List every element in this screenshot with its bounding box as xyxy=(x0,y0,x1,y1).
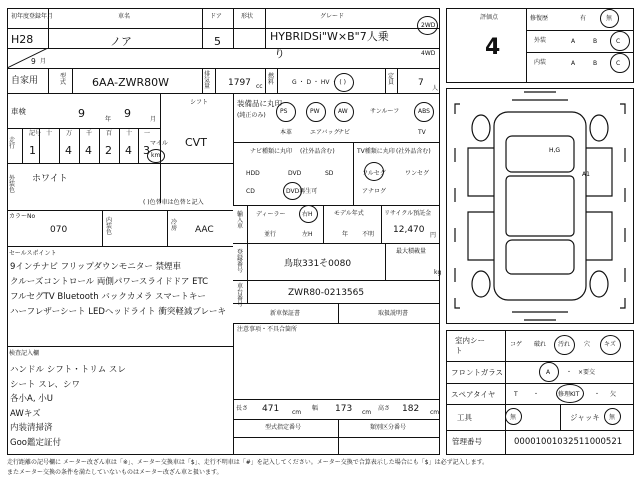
grade-label: グレード xyxy=(320,13,345,20)
repair-label: 修復歴 xyxy=(530,15,549,22)
shift-value: CVT xyxy=(185,136,207,149)
capacity: 7 xyxy=(418,78,424,88)
equipment-code: AW xyxy=(338,108,348,115)
score-value: 4 xyxy=(485,35,501,60)
recycle-value: 12,470 xyxy=(393,225,425,235)
fuel-hv-circle xyxy=(334,73,354,92)
type-code: 6AA-ZWR80W xyxy=(92,76,170,89)
exterior-note: ( )色替車は色替と記入 xyxy=(143,199,204,206)
navi-cd: CD xyxy=(246,188,255,195)
equipment-note: (純正のみ) xyxy=(237,112,266,119)
management-number: 00001001032511000521 xyxy=(514,437,623,447)
seat-option: キズ xyxy=(604,341,616,348)
mileage-digit: 4 xyxy=(125,144,132,157)
grade-line-1: HYBRIDSi"W×B"7人乗 xyxy=(270,30,389,43)
notes-label: 注意事項・不具合箇所 xyxy=(237,326,298,333)
model-year-unknown: 不明 xyxy=(362,231,375,238)
sales-point-line: クルーズコントロール 両側パワースライドドア ETC xyxy=(10,277,209,287)
seat-option: コゲ xyxy=(510,341,523,348)
inspector-note-line: 内装清掃済 xyxy=(10,423,53,433)
shift-label: シフト xyxy=(190,99,209,106)
tools-value: 無 xyxy=(510,414,517,421)
front-glass-dot: ・ xyxy=(566,369,573,376)
interior-seat-label: 室内シート xyxy=(455,336,485,355)
type-label: 型式 xyxy=(60,73,67,86)
mileage-digit-label: 十 xyxy=(126,130,133,137)
inspector-note-line: ハンドル シフト・トリム スレ xyxy=(10,365,126,375)
import-parallel: 並行 xyxy=(264,231,277,238)
diagram-mark-a1: A1 xyxy=(582,171,590,178)
tv-title: TV種類に丸印 xyxy=(357,148,395,155)
car-name: ノア xyxy=(110,35,132,48)
mileage-symbol: 1 xyxy=(29,144,36,157)
mileage-digit: 3 xyxy=(143,144,150,157)
door-count: 5 xyxy=(214,35,221,48)
inspector-note-line: Goo鑑定証付 xyxy=(10,437,61,448)
capacity-label: 定員 xyxy=(388,73,395,86)
spare-tire-t: T xyxy=(514,391,518,398)
shape-label: 形状 xyxy=(241,13,254,20)
equipment-code: PS xyxy=(280,108,288,115)
spare-tire-dot2: ・ xyxy=(594,391,601,398)
inspection-year: 9 xyxy=(78,107,85,120)
jack-none-circle xyxy=(604,408,621,425)
tools-label: 工具 xyxy=(457,413,472,422)
jack-value: 無 xyxy=(609,414,616,421)
navi-hdd: HDD xyxy=(246,170,260,177)
tv-oneseg: ワンセグ xyxy=(405,170,430,177)
registration-value: 鳥取331そ0080 xyxy=(284,259,352,269)
tv-fullseg: フルセグ xyxy=(362,170,386,177)
import-label: 輸入車 xyxy=(237,211,244,230)
displacement-label: 排気量 xyxy=(204,71,211,90)
mileage-unit-km: km xyxy=(151,152,161,159)
exterior-color: ホワイト xyxy=(32,174,68,184)
capacity-unit: 人 xyxy=(432,85,439,92)
door-label: ドア xyxy=(210,13,222,20)
front-glass-replace: ×要交 xyxy=(578,369,596,376)
inspection-label: 車検 xyxy=(11,107,26,116)
seat-option: 汚れ xyxy=(558,341,571,348)
repair-none-circle xyxy=(600,9,619,28)
color-no-label: カラーNo xyxy=(9,213,36,220)
equipment-label: ナビ xyxy=(338,129,351,136)
mileage-digit: 4 xyxy=(85,144,92,157)
recycle-label: リサイクル預託金 xyxy=(384,210,432,217)
model-year-label: モデル年式 xyxy=(334,210,364,217)
mileage-unit-mile: マイル xyxy=(150,140,168,147)
fuel-options: G ・ D ・ HV ・ ( ) xyxy=(292,79,346,86)
chassis-value: ZWR80-0213565 xyxy=(288,288,365,298)
sales-points-label: セールスポイント xyxy=(9,250,57,257)
exterior-grade-c: C xyxy=(616,38,621,45)
interior-grade-label: 内装 xyxy=(534,59,547,66)
drive-2wd: 2WD xyxy=(421,22,436,29)
car-name-label: 車名 xyxy=(118,13,131,20)
exterior-grade-a: A xyxy=(571,38,576,45)
inspection-month: 9 xyxy=(124,107,131,120)
equipment-title: 装備品に丸印 xyxy=(237,99,282,108)
navi-sd: SD xyxy=(325,170,334,177)
reg-month-unit: 月 xyxy=(40,58,47,65)
spare-tire-dot1: ・ xyxy=(533,391,540,398)
grade-line-2: り xyxy=(274,47,285,60)
drive-4wd: 4WD xyxy=(421,50,436,57)
repair-yes: 有 xyxy=(580,15,587,22)
mileage-cell-divider xyxy=(79,128,80,163)
max-load-label: 最大積載量 xyxy=(396,248,427,255)
height-value: 182 xyxy=(402,404,420,414)
exterior-label: 外装色 xyxy=(9,175,16,194)
navi-note: (社外品含む) xyxy=(300,148,335,155)
inspection-year-unit: 年 xyxy=(105,116,112,123)
footer-line-1: 走行距離の記号欄に メーター改ざん車は「※」、メーター交換車は「$」、走行不明車は「#」を記入してください。メーター交換で合算表示した場合にも「$」は必ず記入します。 xyxy=(7,459,489,466)
height-unit: cm xyxy=(430,409,440,416)
spare-tire-kit-circle xyxy=(556,384,584,403)
tools-none-circle xyxy=(505,408,522,425)
import-right-circle xyxy=(299,205,318,223)
interior-grade-c: C xyxy=(616,60,621,67)
length-unit: cm xyxy=(292,409,302,416)
mileage-digit: 2 xyxy=(105,144,112,157)
equipment-code: ABS xyxy=(418,108,430,115)
fuel-label: 燃料 xyxy=(268,73,275,86)
mileage-cell-divider xyxy=(138,128,139,163)
exterior-grade-label: 外装 xyxy=(534,37,547,44)
reg-year-divider xyxy=(7,48,48,68)
interior-grade-b: B xyxy=(593,60,598,67)
management-label: 管理番号 xyxy=(452,437,482,446)
width-value: 173 xyxy=(335,404,353,414)
navi-dvd-play-circle xyxy=(283,182,302,200)
mileage-digit-label: 記号 xyxy=(29,130,42,137)
navi-dvd-play: DVD再生可 xyxy=(286,188,318,195)
displacement-unit: cc xyxy=(256,83,263,90)
type-approval-label: 型式指定番号 xyxy=(265,424,302,431)
inspector-note-line: シート スレ、シワ xyxy=(10,379,81,390)
mileage-cell-divider xyxy=(22,128,23,163)
exterior-grade-c-circle xyxy=(610,31,630,51)
color-no: 070 xyxy=(50,225,68,235)
interior-grade-a: A xyxy=(571,60,576,67)
mileage-digit-label: 百 xyxy=(106,130,113,137)
inspector-note-line: AWキズ xyxy=(10,408,41,419)
interior-grade-c-circle xyxy=(610,53,630,73)
height-label: 高さ xyxy=(378,405,391,412)
recycle-unit: 円 xyxy=(430,232,437,239)
equipment-code: サンルーフ xyxy=(370,108,400,115)
reg-era-year: H28 xyxy=(11,33,34,46)
registration-label: 登録番号 xyxy=(237,249,244,274)
reg-year-label: 初年度登録年月 xyxy=(11,13,54,20)
score-label: 評価点 xyxy=(480,14,499,21)
max-load-unit: kg xyxy=(434,269,442,276)
navi-dvd: DVD xyxy=(288,170,302,177)
front-glass-a: A xyxy=(546,369,551,376)
import-left: 左H xyxy=(302,231,313,238)
ac-value: AAC xyxy=(195,225,214,235)
import-dealer: ディーラー xyxy=(256,211,286,218)
import-right: 右H xyxy=(302,211,313,218)
repair-none: 無 xyxy=(606,15,613,22)
vehicle-use: 自家用 xyxy=(11,76,39,86)
ac-label: 冷房 xyxy=(171,219,178,232)
inspection-month-unit: 月 xyxy=(150,116,157,123)
jack-label: ジャッキ xyxy=(570,413,600,422)
seat-option: 破れ xyxy=(534,341,547,348)
mileage-cell-divider xyxy=(119,128,120,163)
mileage-digit-label: 万 xyxy=(66,130,73,137)
mileage-digit-label: 千 xyxy=(86,130,93,137)
equipment-label: TV xyxy=(418,129,426,136)
tv-note: (社外品含む) xyxy=(396,148,431,155)
model-year-unit: 年 xyxy=(342,231,349,238)
equipment-label: 本革 xyxy=(280,129,293,136)
inspector-label: 検査記入欄 xyxy=(9,350,40,357)
inspector-note-line: 各小A, 小U xyxy=(10,394,53,404)
car-damage-diagram xyxy=(446,88,634,324)
spare-tire-kit: 修理KIT xyxy=(558,391,580,398)
mileage-label: 走行 xyxy=(9,137,16,150)
spare-tire-label: スペアタイヤ xyxy=(451,390,496,399)
reg-month: 9 xyxy=(31,57,36,66)
exterior-grade-b: B xyxy=(593,38,598,45)
equipment-label: エアバッグ xyxy=(310,129,340,136)
sales-point-line: フルセグTV Bluetooth バックカメラ スマートキー xyxy=(10,292,206,302)
front-glass-a-circle xyxy=(539,362,559,382)
sales-point-line: ハーフレザーシート LEDヘッドライト 衝突軽減ブレーキ xyxy=(10,307,227,317)
footer-line-2: またメーター交換の条件を満たしていないものはメーター改ざん車と扱います。 xyxy=(7,469,223,476)
mileage-digit-label: 一 xyxy=(144,130,151,137)
mileage-cell-divider xyxy=(39,128,40,163)
front-glass-label: フロントガラス xyxy=(451,368,504,377)
navi-title: ナビ種類に丸印 xyxy=(250,148,293,155)
category-label: 類別区分番号 xyxy=(370,424,407,431)
length-label: 長さ xyxy=(236,405,249,412)
mileage-cell-divider xyxy=(59,128,60,163)
chassis-label: 車台番号 xyxy=(237,283,244,308)
width-unit: cm xyxy=(362,409,372,416)
width-label: 幅 xyxy=(312,405,319,412)
mileage-cell-divider xyxy=(99,128,100,163)
mileage-digit: 4 xyxy=(65,144,72,157)
tv-fullseg-circle xyxy=(364,162,384,181)
mileage-digit-label: 十 xyxy=(46,130,53,137)
interior-color-label: 内装色 xyxy=(106,217,113,236)
new-car-warranty: 新車保証書 xyxy=(270,310,301,317)
diagram-mark-hg: H,G xyxy=(549,147,561,154)
owner-manual: 取扱説明書 xyxy=(378,310,409,317)
seat-option: 穴 xyxy=(584,341,591,348)
spare-tire-none: 欠 xyxy=(610,391,617,398)
displacement: 1797 xyxy=(228,78,251,88)
tv-analog: アナログ xyxy=(362,188,387,195)
equipment-code: PW xyxy=(310,108,320,115)
sales-point-line: 9インチナビ フリップダウンモニター 禁煙車 xyxy=(10,262,182,272)
length-value: 471 xyxy=(262,404,280,414)
